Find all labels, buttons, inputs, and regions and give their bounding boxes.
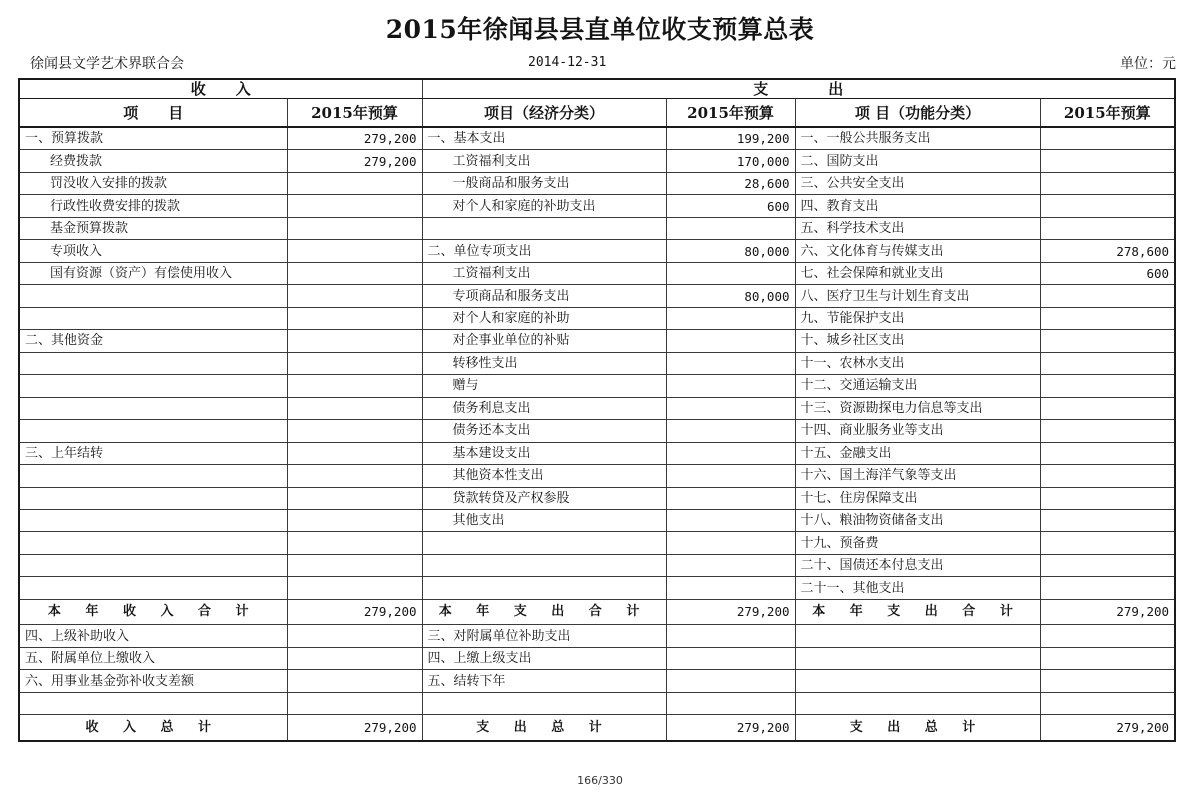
income-value-cell <box>287 375 422 397</box>
econ-total-label: 支 出 总 计 <box>422 715 666 741</box>
table-row <box>19 307 1175 329</box>
table-row <box>19 554 1175 576</box>
func-item-cell: 七、社会保障和就业支出 <box>795 262 1040 284</box>
func-value-cell <box>1040 150 1175 172</box>
func-item-cell: 十四、商业服务业等支出 <box>795 420 1040 442</box>
econ-value-cell <box>666 397 795 419</box>
income-item-cell: 专项收入 <box>19 240 287 262</box>
func-value-cell <box>1040 307 1175 329</box>
econ-item-cell: 基本建设支出 <box>422 442 666 464</box>
column-header-row <box>19 99 1175 127</box>
table-row <box>19 509 1175 531</box>
page-number: 166/330 <box>577 774 623 787</box>
func-value-cell: 278,600 <box>1040 240 1175 262</box>
func-total-label: 本 年 支 出 合 计 <box>795 599 1040 625</box>
econ-value-cell <box>666 465 795 487</box>
income-total-value: 279,200 <box>287 599 422 625</box>
func-item-cell: 二十一、其他支出 <box>795 577 1040 599</box>
func-value-cell <box>1040 127 1175 150</box>
econ-item-cell: 对个人和家庭的补助 <box>422 307 666 329</box>
econ-value-cell <box>666 420 795 442</box>
income-item-cell <box>19 509 287 531</box>
budget-table <box>18 78 1176 742</box>
income-value-cell <box>287 240 422 262</box>
func-value-cell <box>1040 577 1175 599</box>
income-value-cell <box>287 352 422 374</box>
income-item-cell: 四、上级补助收入 <box>19 625 287 647</box>
table-row <box>19 285 1175 307</box>
econ-item-cell: 贷款转贷及产权参股 <box>422 487 666 509</box>
func-total-value: 279,200 <box>1040 715 1175 741</box>
table-row <box>19 375 1175 397</box>
income-item-cell <box>19 487 287 509</box>
econ-value-cell <box>666 442 795 464</box>
func-item-cell <box>795 692 1040 714</box>
table-row <box>19 352 1175 374</box>
income-value-cell <box>287 330 422 352</box>
func-value-cell <box>1040 532 1175 554</box>
income-item-cell: 二、其他资金 <box>19 330 287 352</box>
income-value-cell <box>287 554 422 576</box>
table-row <box>19 577 1175 599</box>
econ-value-cell <box>666 487 795 509</box>
income-item-cell <box>19 532 287 554</box>
func-item-cell: 十、城乡社区支出 <box>795 330 1040 352</box>
income-value-cell <box>287 625 422 647</box>
func-value-cell <box>1040 442 1175 464</box>
func-item-cell <box>795 625 1040 647</box>
income-item-cell <box>19 352 287 374</box>
income-value-cell <box>287 217 422 239</box>
econ-item-cell: 转移性支出 <box>422 352 666 374</box>
table-row <box>19 172 1175 194</box>
econ-item-cell: 三、对附属单位补助支出 <box>422 625 666 647</box>
section-header-row <box>19 79 1175 99</box>
income-value-cell <box>287 397 422 419</box>
income-item-cell: 基金预算拨款 <box>19 217 287 239</box>
func-item-cell: 二十、国债还本付息支出 <box>795 554 1040 576</box>
income-value-cell <box>287 487 422 509</box>
econ-value-cell <box>666 670 795 692</box>
income-total-label: 收 入 总 计 <box>19 715 287 741</box>
table-row <box>19 532 1175 554</box>
econ-item-cell: 一般商品和服务支出 <box>422 172 666 194</box>
func-item-cell: 八、医疗卫生与计划生育支出 <box>795 285 1040 307</box>
func-value-cell <box>1040 195 1175 217</box>
econ-item-cell: 赠与 <box>422 375 666 397</box>
func-value-cell <box>1040 692 1175 714</box>
func-value-cell <box>1040 397 1175 419</box>
func-item-cell: 五、科学技术支出 <box>795 217 1040 239</box>
income-value-cell <box>287 442 422 464</box>
func-value-cell <box>1040 352 1175 374</box>
econ-value-cell: 600 <box>666 195 795 217</box>
income-value-cell <box>287 670 422 692</box>
func-value-cell <box>1040 670 1175 692</box>
table-row <box>19 262 1175 284</box>
econ-value-cell <box>666 352 795 374</box>
income-value-cell <box>287 195 422 217</box>
econ-total-value: 279,200 <box>666 715 795 741</box>
grand-total-row <box>19 715 1175 741</box>
expense-section-header: 支 出 <box>422 79 1175 99</box>
income-value-cell <box>287 172 422 194</box>
func-item-cell: 十五、金融支出 <box>795 442 1040 464</box>
func-item-cell <box>795 647 1040 669</box>
func-budget-header: 2015年预算 <box>1040 99 1175 127</box>
econ-item-cell: 四、上缴上级支出 <box>422 647 666 669</box>
func-value-cell <box>1040 487 1175 509</box>
income-value-cell <box>287 285 422 307</box>
econ-value-cell <box>666 217 795 239</box>
organization-name: 徐闻县文学艺术界联合会 <box>30 56 184 72</box>
income-value-cell <box>287 647 422 669</box>
income-item-cell <box>19 307 287 329</box>
econ-value-cell <box>666 554 795 576</box>
table-row <box>19 625 1175 647</box>
income-item-cell <box>19 375 287 397</box>
income-value-cell <box>287 577 422 599</box>
income-item-cell: 三、上年结转 <box>19 442 287 464</box>
report-date: 2014-12-31 <box>528 55 607 70</box>
income-item-cell <box>19 554 287 576</box>
table-row <box>19 487 1175 509</box>
income-item-cell: 六、用事业基金弥补收支差额 <box>19 670 287 692</box>
econ-value-cell <box>666 577 795 599</box>
table-row <box>19 420 1175 442</box>
econ-value-cell: 80,000 <box>666 240 795 262</box>
econ-item-cell: 债务还本支出 <box>422 420 666 442</box>
econ-value-cell: 199,200 <box>666 127 795 150</box>
income-section-header: 收 入 <box>19 79 422 99</box>
income-value-cell <box>287 692 422 714</box>
func-item-cell: 六、文化体育与传媒支出 <box>795 240 1040 262</box>
econ-value-cell <box>666 509 795 531</box>
income-item-cell: 行政性收费安排的拨款 <box>19 195 287 217</box>
table-row <box>19 150 1175 172</box>
econ-item-cell: 其他支出 <box>422 509 666 531</box>
econ-item-cell: 专项商品和服务支出 <box>422 285 666 307</box>
func-total-value: 279,200 <box>1040 599 1175 625</box>
unit-label: 单位：元 <box>1120 56 1176 72</box>
econ-value-cell <box>666 262 795 284</box>
econ-item-cell: 工资福利支出 <box>422 150 666 172</box>
income-item-cell: 一、预算拨款 <box>19 127 287 150</box>
econ-item-cell: 二、单位专项支出 <box>422 240 666 262</box>
econ-item-cell <box>422 532 666 554</box>
income-value-cell: 279,200 <box>287 150 422 172</box>
func-value-cell <box>1040 647 1175 669</box>
year-total-row <box>19 599 1175 625</box>
func-item-cell: 四、教育支出 <box>795 195 1040 217</box>
table-row <box>19 330 1175 352</box>
income-item-cell <box>19 465 287 487</box>
func-total-label: 支 出 总 计 <box>795 715 1040 741</box>
income-total-label: 本 年 收 入 合 计 <box>19 599 287 625</box>
income-value-cell <box>287 532 422 554</box>
table-row <box>19 692 1175 714</box>
econ-item-cell: 五、结转下年 <box>422 670 666 692</box>
table-row <box>19 127 1175 150</box>
page-title: 2015年徐闻县县直单位收支预算总表 <box>385 15 815 44</box>
income-value-cell: 279,200 <box>287 127 422 150</box>
econ-value-cell <box>666 647 795 669</box>
func-value-cell <box>1040 625 1175 647</box>
econ-item-cell: 债务利息支出 <box>422 397 666 419</box>
income-item-cell <box>19 692 287 714</box>
income-item-header: 项 目 <box>19 99 287 127</box>
econ-value-cell <box>666 307 795 329</box>
func-value-cell <box>1040 465 1175 487</box>
func-value-cell <box>1040 554 1175 576</box>
income-item-cell: 罚没收入安排的拨款 <box>19 172 287 194</box>
econ-item-cell <box>422 692 666 714</box>
income-value-cell <box>287 262 422 284</box>
func-value-cell: 600 <box>1040 262 1175 284</box>
func-value-cell <box>1040 217 1175 239</box>
func-value-cell <box>1040 285 1175 307</box>
func-item-cell: 十九、预备费 <box>795 532 1040 554</box>
income-budget-header: 2015年预算 <box>287 99 422 127</box>
econ-item-cell: 其他资本性支出 <box>422 465 666 487</box>
econ-item-cell <box>422 554 666 576</box>
func-item-cell: 十三、资源勘探电力信息等支出 <box>795 397 1040 419</box>
income-value-cell <box>287 465 422 487</box>
income-item-cell <box>19 285 287 307</box>
func-item-cell: 十一、农林水支出 <box>795 352 1040 374</box>
table-row <box>19 670 1175 692</box>
income-value-cell <box>287 509 422 531</box>
func-value-cell <box>1040 172 1175 194</box>
econ-item-cell: 工资福利支出 <box>422 262 666 284</box>
econ-budget-header: 2015年预算 <box>666 99 795 127</box>
econ-item-cell <box>422 577 666 599</box>
econ-value-cell <box>666 532 795 554</box>
func-item-cell: 十二、交通运输支出 <box>795 375 1040 397</box>
table-row <box>19 647 1175 669</box>
func-item-cell: 二、国防支出 <box>795 150 1040 172</box>
econ-value-cell: 80,000 <box>666 285 795 307</box>
table-row <box>19 195 1175 217</box>
income-total-value: 279,200 <box>287 715 422 741</box>
income-item-cell <box>19 577 287 599</box>
econ-item-cell: 对企事业单位的补贴 <box>422 330 666 352</box>
econ-value-cell <box>666 330 795 352</box>
income-item-cell: 经费拨款 <box>19 150 287 172</box>
econ-value-cell <box>666 375 795 397</box>
table-row <box>19 442 1175 464</box>
func-item-cell: 十七、住房保障支出 <box>795 487 1040 509</box>
func-item-cell: 十六、国土海洋气象等支出 <box>795 465 1040 487</box>
income-value-cell <box>287 307 422 329</box>
func-value-cell <box>1040 420 1175 442</box>
econ-item-cell: 对个人和家庭的补助支出 <box>422 195 666 217</box>
func-item-cell: 三、公共安全支出 <box>795 172 1040 194</box>
econ-value-cell <box>666 692 795 714</box>
econ-value-cell: 170,000 <box>666 150 795 172</box>
econ-total-label: 本 年 支 出 合 计 <box>422 599 666 625</box>
func-value-cell <box>1040 330 1175 352</box>
econ-item-header: 项目（经济分类） <box>422 99 666 127</box>
table-row <box>19 465 1175 487</box>
table-row <box>19 240 1175 262</box>
income-value-cell <box>287 420 422 442</box>
func-value-cell <box>1040 375 1175 397</box>
table-row <box>19 397 1175 419</box>
econ-value-cell <box>666 625 795 647</box>
func-value-cell <box>1040 509 1175 531</box>
table-row <box>19 217 1175 239</box>
func-item-cell: 九、节能保护支出 <box>795 307 1040 329</box>
econ-item-cell: 一、基本支出 <box>422 127 666 150</box>
income-item-cell: 五、附属单位上缴收入 <box>19 647 287 669</box>
econ-item-cell <box>422 217 666 239</box>
func-item-cell: 一、一般公共服务支出 <box>795 127 1040 150</box>
econ-total-value: 279,200 <box>666 599 795 625</box>
func-item-cell <box>795 670 1040 692</box>
econ-value-cell: 28,600 <box>666 172 795 194</box>
income-item-cell: 国有资源（资产）有偿使用收入 <box>19 262 287 284</box>
func-item-header: 项 目（功能分类） <box>795 99 1040 127</box>
func-item-cell: 十八、粮油物资储备支出 <box>795 509 1040 531</box>
income-item-cell <box>19 397 287 419</box>
income-item-cell <box>19 420 287 442</box>
